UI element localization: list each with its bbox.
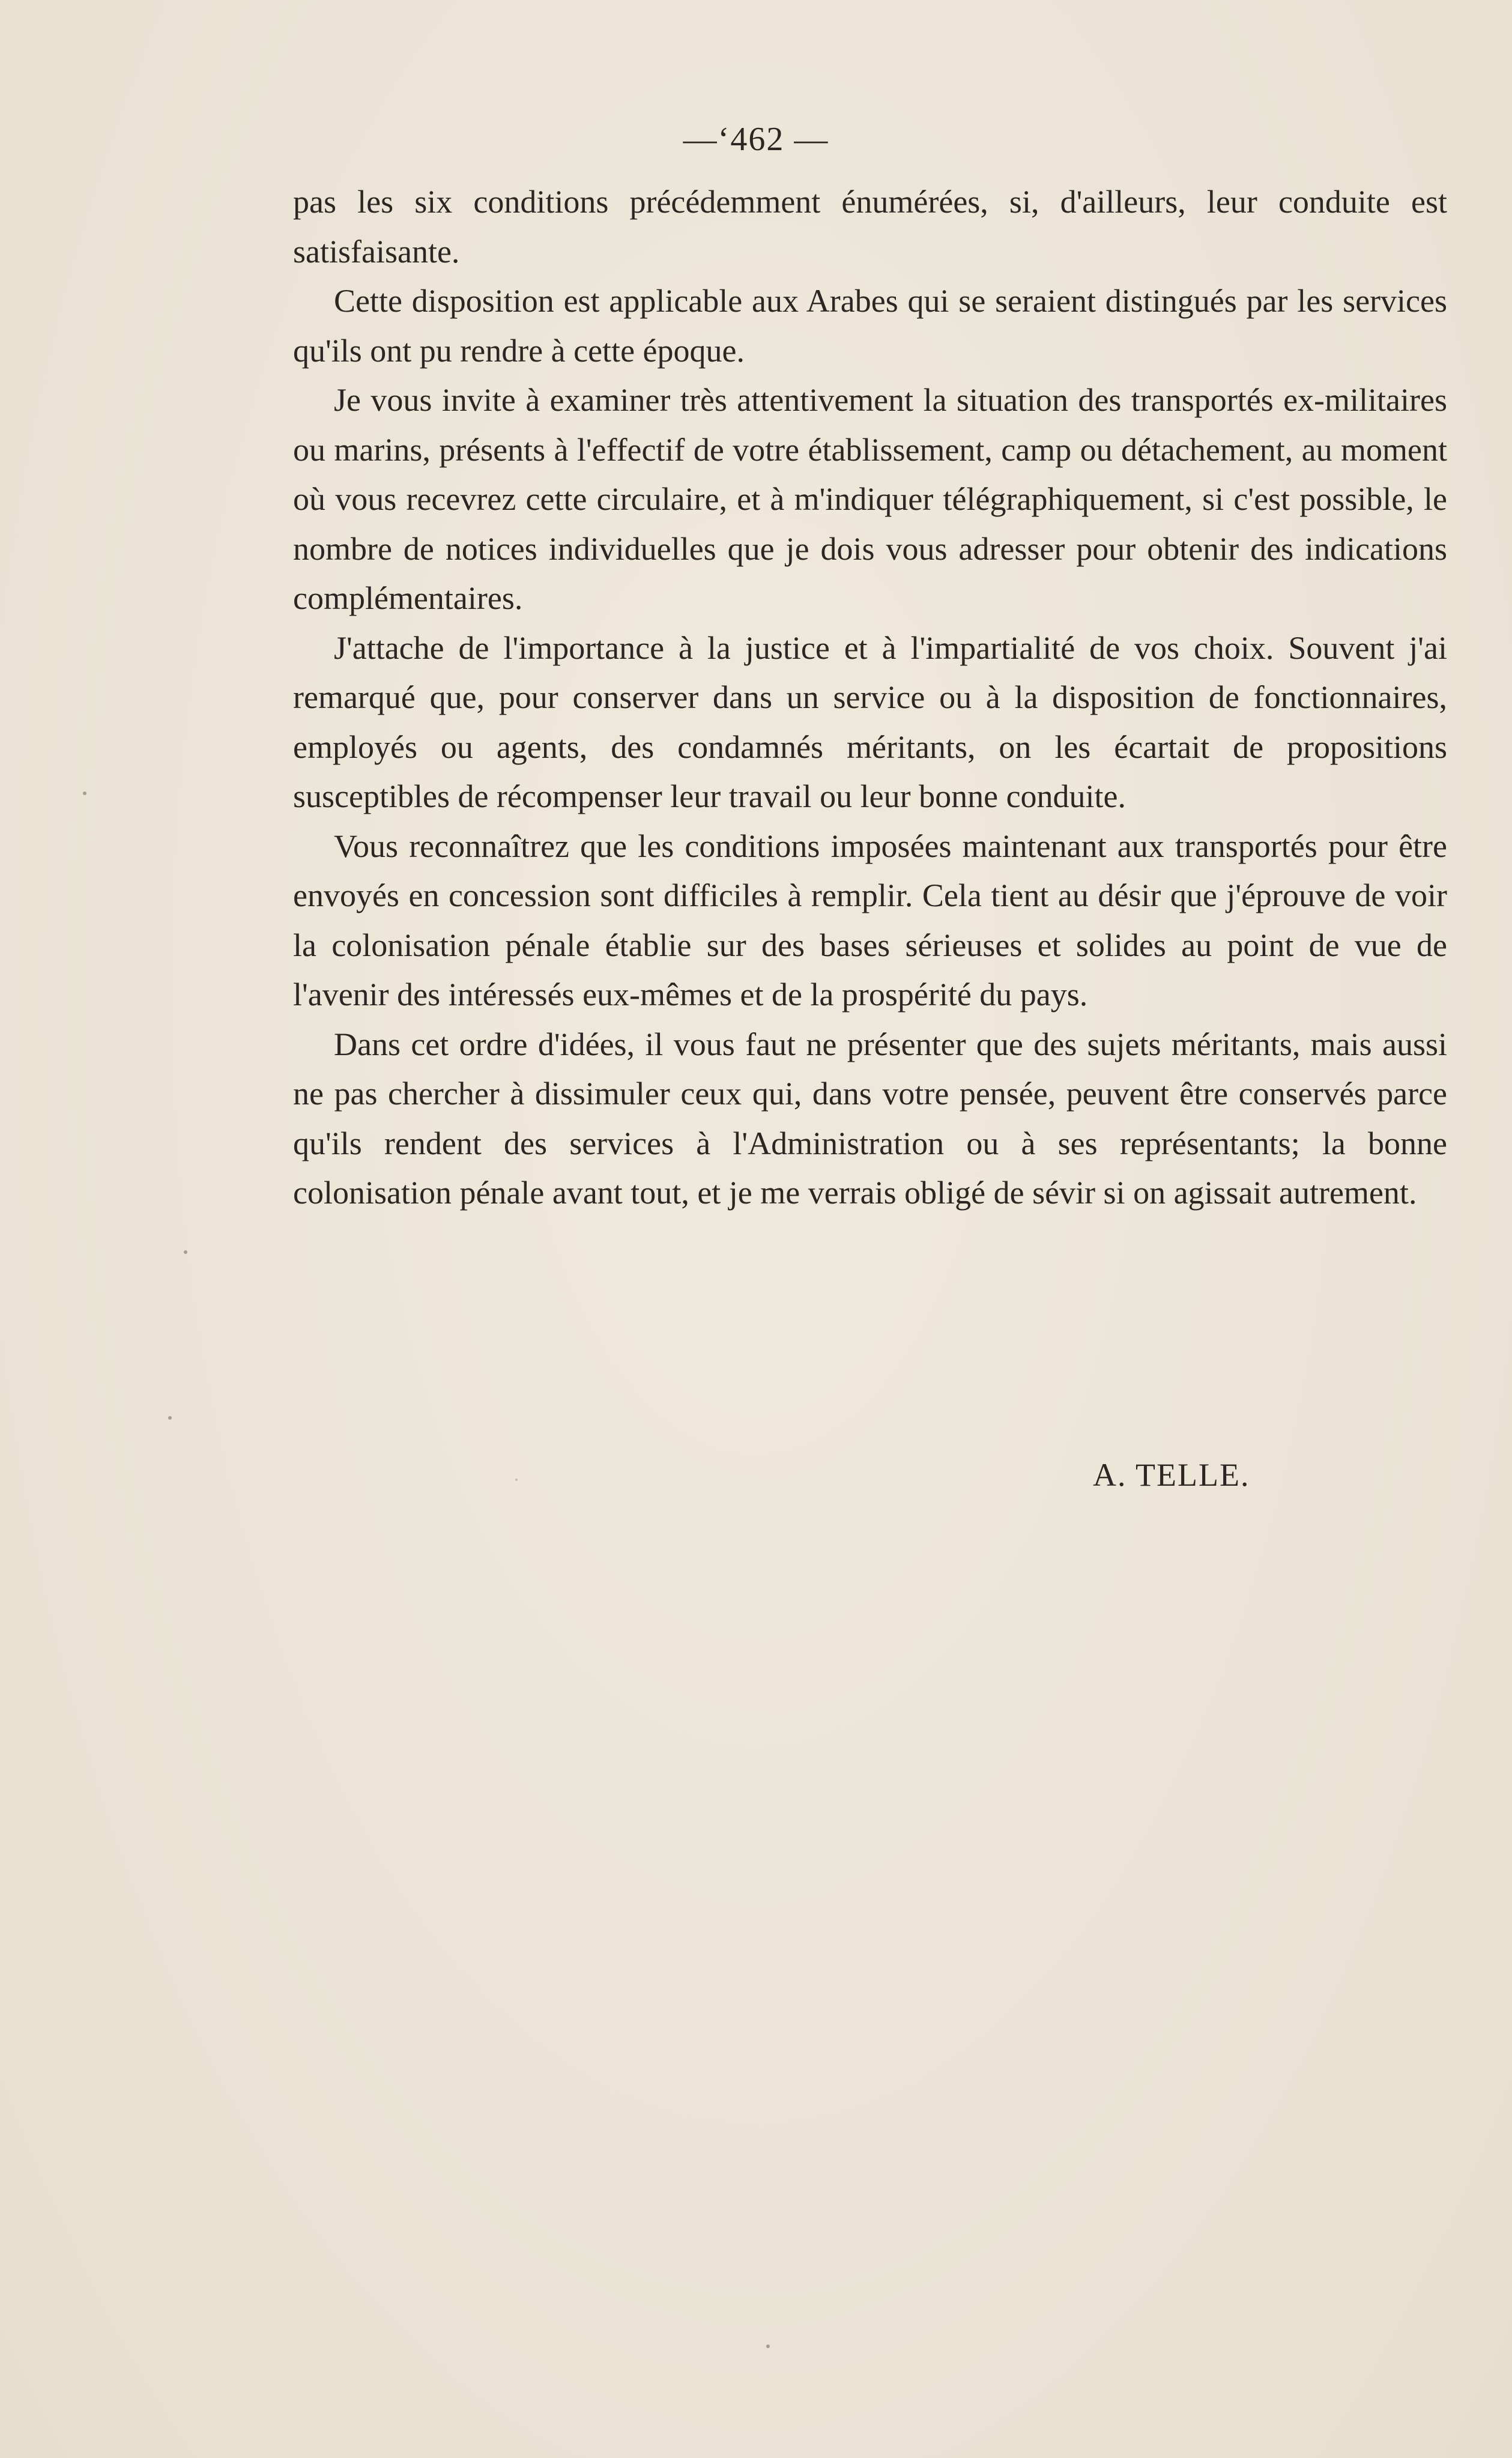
body-text — [293, 177, 1447, 1218]
paper-speck — [515, 1479, 518, 1481]
paragraph: Cette disposition est applicable aux Arabes qui se seraient distingués par les services qu'ils ont pu rendre à cette époque. — [293, 283, 1447, 369]
signature: A. TELLE. — [1093, 1457, 1250, 1493]
paragraph: J'attache de l'importance à la justice et à l'impartialité de vos choix. Souvent j'ai remarqué que, pour conserver dans un service ou à la disposition de fonctionnaires, employés ou agents, des condamnés méritants, on les écartait de propositions susceptibles de récompenser leur travail ou leur bonne conduite. — [293, 629, 1447, 814]
paragraph: Je vous invite à examiner très attentivement la situation des transportés ex-militaires ou marins, présents à l'effectif de votre établissement, camp ou détachement, au moment où vous recevrez cette circulaire, et à m'indiquer télégraphiquement, si c'est possible, le nombre de notices individuelles que je dois vous adresser pour obtenir des indications complémentaires. — [293, 382, 1447, 616]
paragraph: Vous reconnaîtrez que les conditions imposées maintenant aux transportés pour être envoyés en concession sont difficiles à remplir. Cela tient au désir que j'éprouve de voir la colonisation pénale établie sur des bases sérieuses et solides au point de vue de l'avenir des intéressés eux-mêmes et de la prospérité du pays. — [293, 828, 1447, 1013]
paragraph-continuation: pas les six conditions précédemment énumérées, si, d'ailleurs, leur conduite est satisfaisante. — [293, 184, 1447, 270]
paper-speck — [168, 1416, 172, 1420]
paragraph: Dans cet ordre d'idées, il vous faut ne présenter que des sujets méritants, mais aussi ne pas chercher à dissimuler ceux qui, dans votre pensée, peuvent être conservés parce qu'ils rendent des services à l'Administration ou à ses représentants; la bonne colonisation pénale avant tout, et je me verrais obligé de sévir si on agissait autrement. — [293, 1026, 1447, 1211]
paper-speck — [83, 792, 86, 795]
page-number: —ʻ462 — — [683, 121, 829, 158]
paper-speck — [184, 1250, 187, 1254]
paper-speck — [766, 2344, 770, 2348]
